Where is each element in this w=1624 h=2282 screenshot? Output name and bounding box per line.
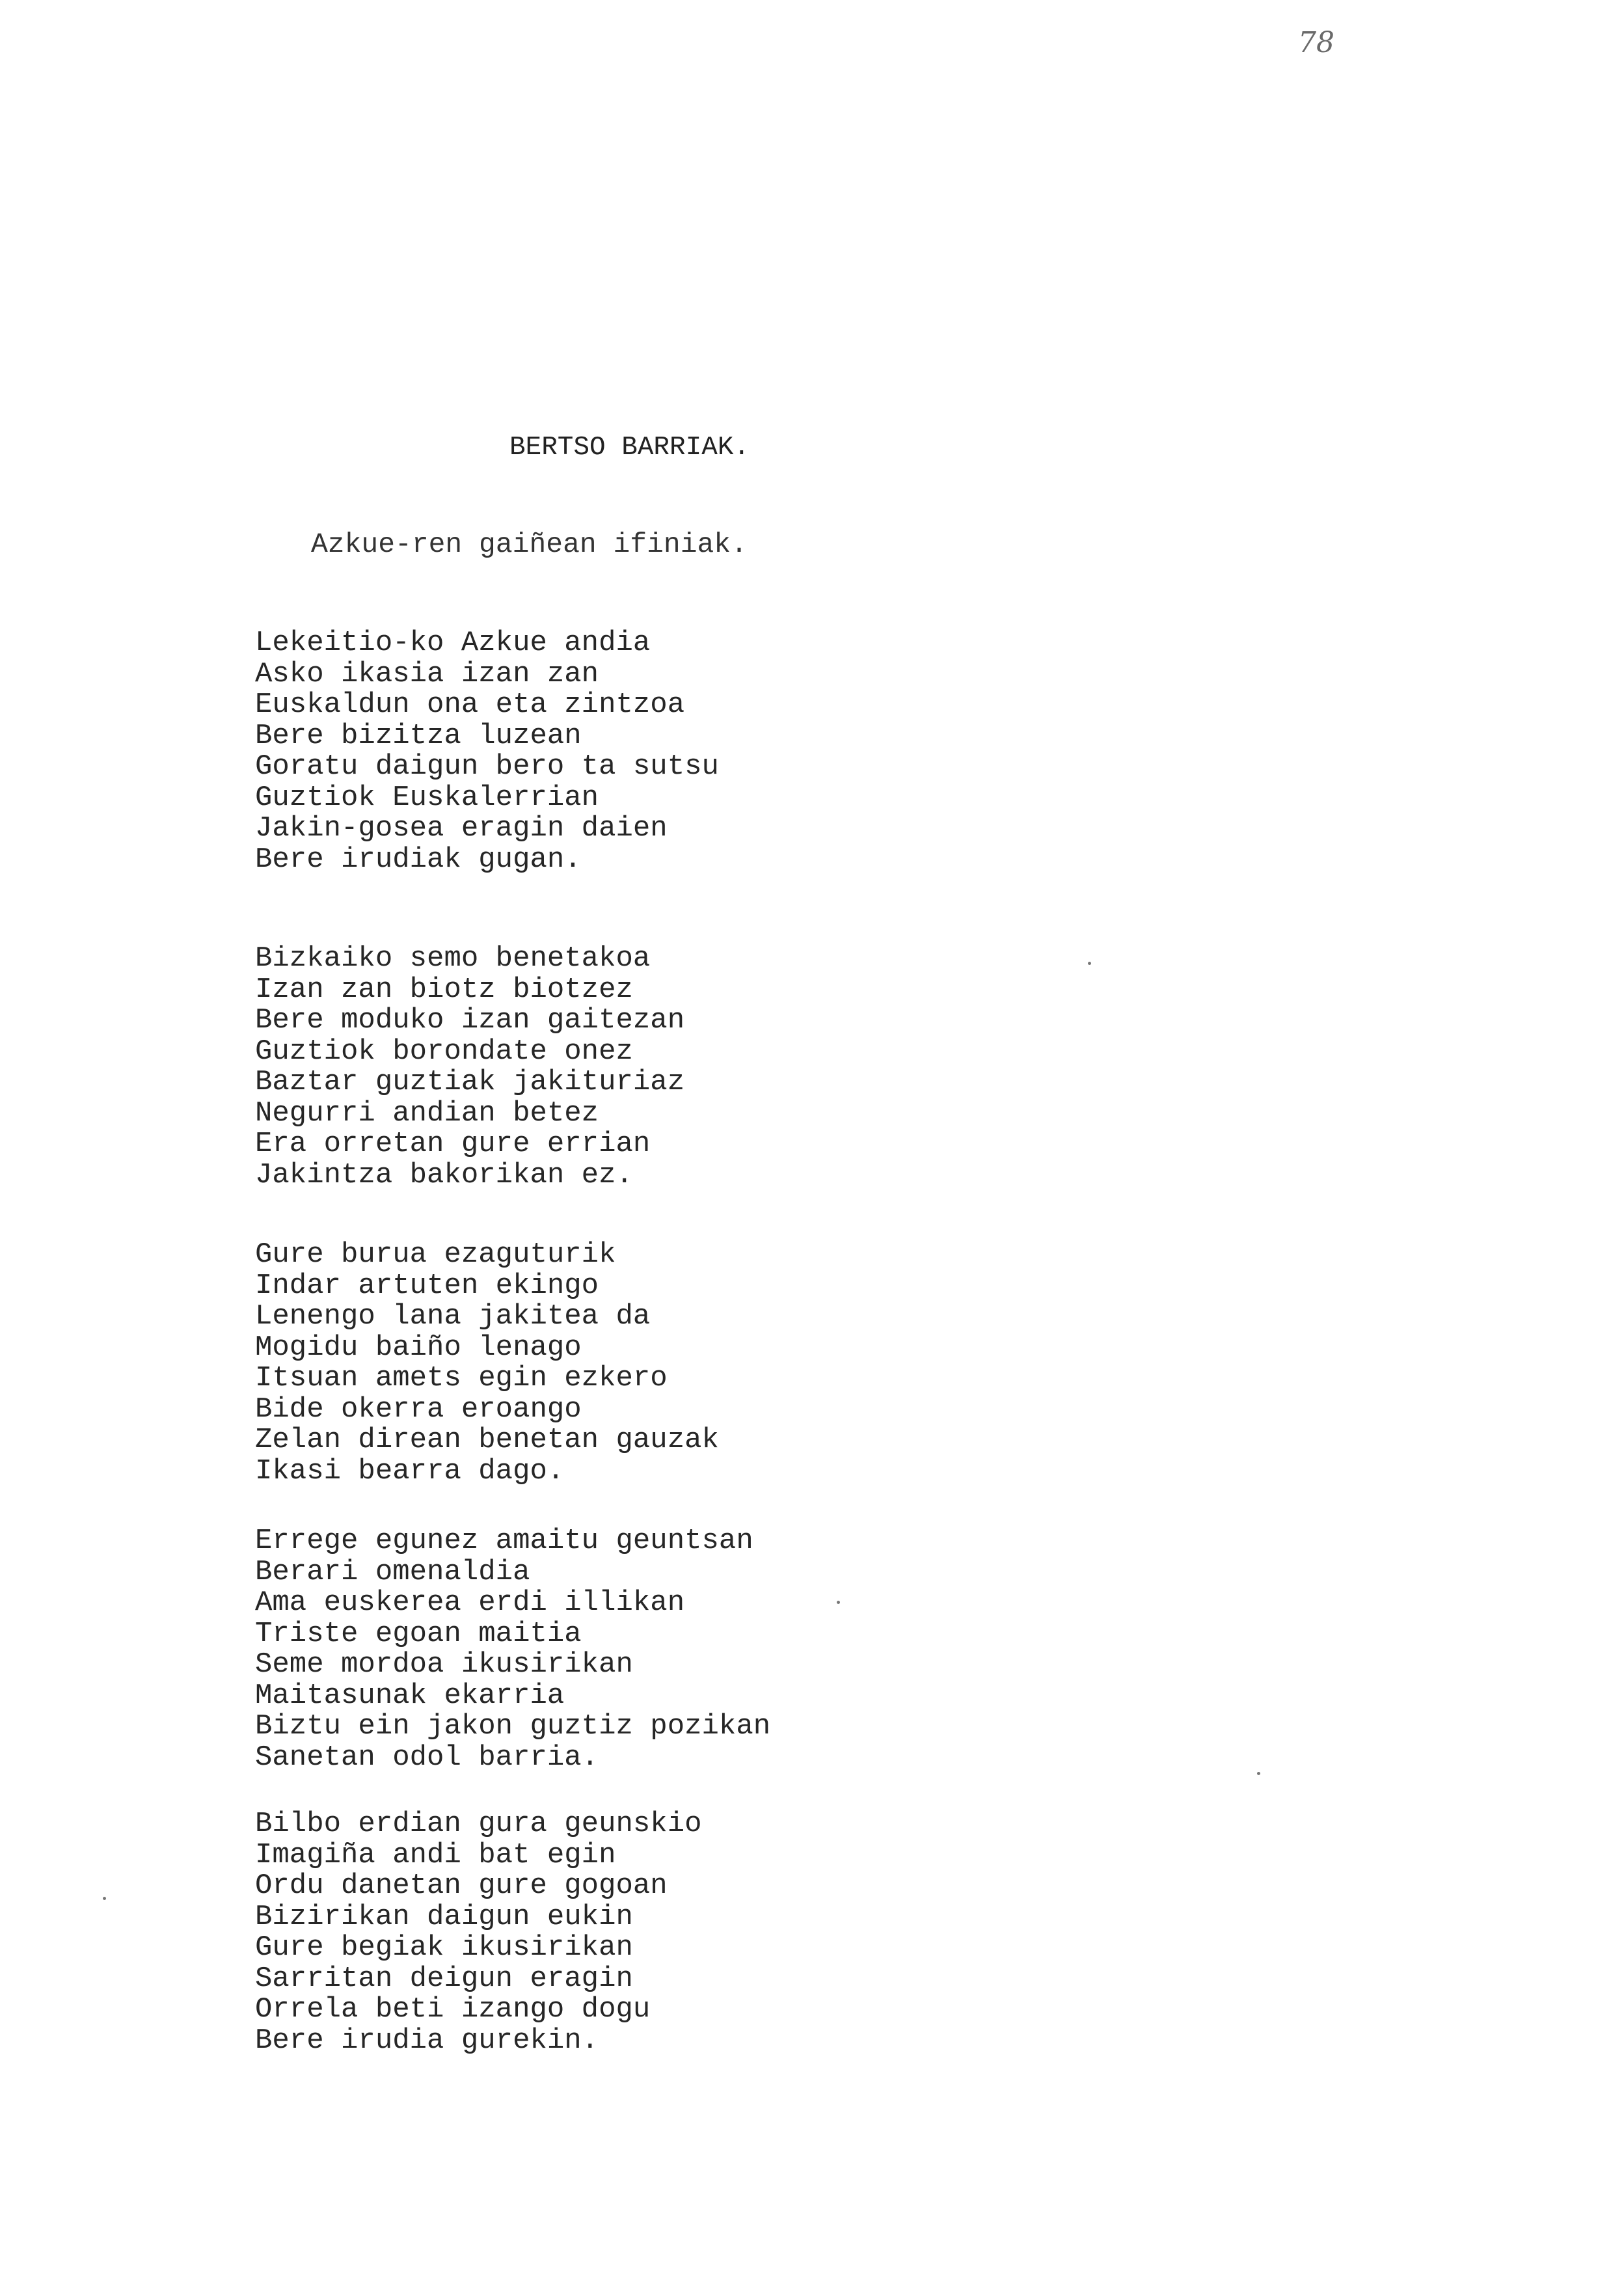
verse-line: Biztu ein jakon guztiz pozikan xyxy=(255,1710,771,1743)
verse-line: Indar artuten ekingo xyxy=(255,1269,599,1302)
verse-line: Bide okerra eroango xyxy=(255,1392,582,1426)
verse-line: Goratu daigun bero ta sutsu xyxy=(255,750,719,783)
verse-line: Bere moduko izan gaitezan xyxy=(255,1004,685,1037)
verse-line: Zelan direan benetan gauzak xyxy=(255,1424,719,1456)
verse-line: Jakintza bakorikan ez. xyxy=(255,1158,633,1191)
verse-line: Lekeitio-ko Azkue andia xyxy=(255,627,651,659)
scan-speck xyxy=(837,1601,840,1604)
verse-line: Seme mordoa ikusirikan xyxy=(255,1648,633,1681)
verse-line: Jakin-gosea eragin daien xyxy=(255,812,668,845)
scan-speck xyxy=(103,1897,106,1900)
verse-line: Sarritan deigun eragin xyxy=(255,1962,633,1995)
verse-line: Triste egoan maitia xyxy=(255,1617,582,1650)
verse-line: Gure begiak ikusirikan xyxy=(255,1931,633,1964)
verse-line: Lenengo lana jakitea da xyxy=(255,1300,651,1333)
verse-line: Baztar guztiak jakituriaz xyxy=(255,1066,685,1098)
stanza-2 xyxy=(255,944,684,1191)
verse-line: Imagiña andi bat egin xyxy=(255,1838,616,1871)
stanza-4 xyxy=(255,1526,770,1773)
verse-line: Maitasunak ekarria xyxy=(255,1679,565,1712)
scan-speck xyxy=(1088,962,1091,965)
stanza-5 xyxy=(255,1809,702,2056)
verse-line: Bilbo erdian gura geunskio xyxy=(255,1808,702,1840)
page-number: 78 xyxy=(1298,26,1334,59)
verse-line: Mogidu baiño lenago xyxy=(255,1331,582,1364)
verse-line: Gure burua ezaguturik xyxy=(255,1238,616,1271)
verse-line: Sanetan odol barria. xyxy=(255,1741,599,1774)
verse-line: Guztiok borondate onez xyxy=(255,1035,633,1068)
verse-line: Bizirikan daigun eukin xyxy=(255,1900,633,1933)
verse-line: Bizkaiko semo benetakoa xyxy=(255,942,651,975)
stanza-1 xyxy=(255,628,719,875)
verse-line: Berari omenaldia xyxy=(255,1555,530,1588)
verse-line: Errege egunez amaitu geuntsan xyxy=(255,1525,753,1557)
verse-line: Ama euskerea erdi illikan xyxy=(255,1586,685,1619)
verse-line: Asko ikasia izan zan xyxy=(255,657,599,690)
verse-line: Ordu danetan gure gogoan xyxy=(255,1869,668,1902)
verse-line: Bere irudiak gugan. xyxy=(255,843,582,876)
verse-line: Izan zan biotz biotzez xyxy=(255,973,633,1006)
verse-line: Ikasi bearra dago. xyxy=(255,1454,565,1487)
stanza-3 xyxy=(255,1240,719,1487)
poem-title: BERTSO BARRIAK. xyxy=(509,433,750,463)
verse-line: Bere irudia gurekin. xyxy=(255,2024,599,2057)
verse-line: Guztiok Euskalerrian xyxy=(255,781,599,814)
verse-line: Bere bizitza luzean xyxy=(255,719,582,752)
verse-line: Era orretan gure errian xyxy=(255,1128,651,1160)
verse-line: Orrela beti izango dogu xyxy=(255,1993,651,2026)
verse-line: Itsuan amets egin ezkero xyxy=(255,1362,668,1394)
scan-speck xyxy=(1257,1772,1260,1775)
verse-line: Negurri andian betez xyxy=(255,1096,599,1130)
poem-subtitle: Azkue-ren gaiñean ifiniak. xyxy=(311,528,748,560)
verse-line: Euskaldun ona eta zintzoa xyxy=(255,688,685,721)
